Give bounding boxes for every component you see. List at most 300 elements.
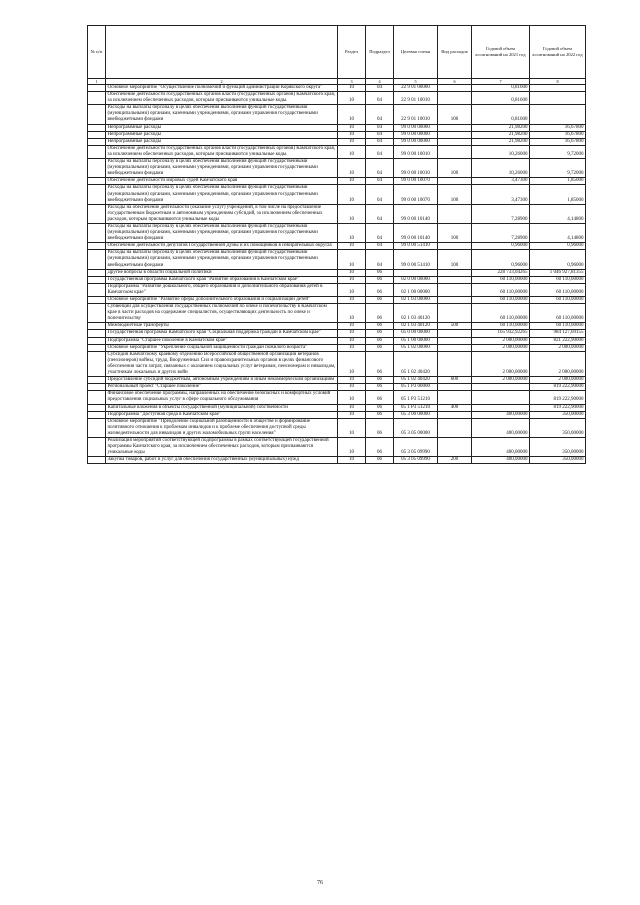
row-expense-type <box>438 131 472 138</box>
row-podrazdel: 04 <box>366 178 394 185</box>
row-description: Расходы на выплаты персоналу в целях обеспечения выполнения функций государственными (муниципальными) органами, казенными учреждениями, органами управления государственными внебюджетными фондами <box>106 250 338 269</box>
row-expense-type <box>438 351 472 376</box>
row-razdel: 10 <box>338 323 366 330</box>
table-row <box>88 105 586 124</box>
row-expense-type <box>438 437 472 456</box>
table-row <box>88 411 586 418</box>
row-podrazdel: 06 <box>366 330 394 337</box>
header-target: Целевая статья <box>394 26 438 79</box>
row-expense-type <box>438 330 472 337</box>
table-row <box>88 269 586 276</box>
row-expense-type: 500 <box>438 323 472 330</box>
row-target-article: 99 0 00 00000 <box>394 124 438 131</box>
row-number <box>88 223 106 242</box>
row-podrazdel: 04 <box>366 92 394 105</box>
row-amount-2022: 819 222,90000 <box>530 384 586 391</box>
row-amount-2022: 2 000,00000 <box>530 351 586 376</box>
row-podrazdel: 04 <box>366 185 394 204</box>
row-amount-2021: 400,00000 <box>472 457 530 464</box>
row-amount-2021: 60 110,00000 <box>472 276 530 283</box>
row-number <box>88 276 106 283</box>
row-number <box>88 138 106 145</box>
row-number <box>88 178 106 185</box>
row-amount-2022: 60 110,00000 <box>530 297 586 304</box>
row-description: Капитальные вложения в объекты государственной (муниципальной) собственности <box>106 404 338 411</box>
row-amount-2022 <box>530 105 586 124</box>
row-amount-2022: 60 110,00000 <box>530 304 586 323</box>
row-razdel: 10 <box>338 276 366 283</box>
row-number <box>88 418 106 437</box>
row-target-article: 05 3 05 09990 <box>394 437 438 456</box>
row-amount-2022: 16,67800 <box>530 124 586 131</box>
row-razdel: 10 <box>338 351 366 376</box>
row-target-article: 02 1 00 00000 <box>394 283 438 296</box>
row-amount-2022: 16,67800 <box>530 138 586 145</box>
row-amount-2022: 16,67800 <box>530 131 586 138</box>
row-amount-2021: 0,81600 <box>472 85 530 92</box>
row-description: Обеспечение деятельности государственных органов власти (государственных органов) Камчатского края, за исключением обеспеченных расходов, которым присваиваются уникальные коды. <box>106 92 338 105</box>
row-target-article: 22 9 01 00000 <box>394 85 438 92</box>
row-razdel: 10 <box>338 124 366 131</box>
table-row <box>88 297 586 304</box>
row-podrazdel: 04 <box>366 243 394 250</box>
row-expense-type: 400 <box>438 404 472 411</box>
row-podrazdel: 04 <box>366 138 394 145</box>
table-row <box>88 344 586 351</box>
table-row <box>88 384 586 391</box>
row-amount-2021: 10,26000 <box>472 159 530 178</box>
row-podrazdel: 04 <box>366 145 394 158</box>
row-razdel: 10 <box>338 304 366 323</box>
header-razdel: Раздел <box>338 26 366 79</box>
row-amount-2021: 0,81600 <box>472 92 530 105</box>
table-row <box>88 124 586 131</box>
row-number <box>88 323 106 330</box>
table-row <box>88 330 586 337</box>
table-row <box>88 178 586 185</box>
row-expense-type <box>438 297 472 304</box>
row-description: Расходы на выплаты персоналу в целях обеспечения выполнения функций государственными (муниципальными) органами, казенными учреждениями, органами управления государственными внебюджетными фондами <box>106 105 338 124</box>
row-razdel: 10 <box>338 283 366 296</box>
row-number <box>88 243 106 250</box>
row-expense-type <box>438 384 472 391</box>
row-amount-2021 <box>472 391 530 404</box>
row-expense-type <box>438 411 472 418</box>
row-expense-type <box>438 269 472 276</box>
row-description: Основное мероприятие "Осуществление полномочий и функций администрации Корякского округа" <box>106 85 338 92</box>
row-target-article: 02 1 03 40120 <box>394 323 438 330</box>
row-number <box>88 159 106 178</box>
table-row <box>88 250 586 269</box>
table-row <box>88 145 586 158</box>
header-podrazdel: Подраздел <box>366 26 394 79</box>
row-amount-2022: 9,72000 <box>530 145 586 158</box>
row-razdel: 10 <box>338 269 366 276</box>
row-razdel: 10 <box>338 92 366 105</box>
row-podrazdel: 06 <box>366 337 394 344</box>
row-podrazdel: 06 <box>366 457 394 464</box>
table-body <box>88 85 586 464</box>
row-amount-2021: 228 733,04265 <box>472 269 530 276</box>
table-row <box>88 418 586 437</box>
row-target-article: 22 9 01 10010 <box>394 92 438 105</box>
row-podrazdel: 06 <box>366 351 394 376</box>
row-amount-2022: 4,14800 <box>530 223 586 242</box>
column-number: 2 <box>106 79 338 85</box>
table-row <box>88 185 586 204</box>
row-podrazdel: 04 <box>366 105 394 124</box>
row-target-article: 05 3 05 09990 <box>394 457 438 464</box>
row-number <box>88 145 106 158</box>
table-row <box>88 85 586 92</box>
row-podrazdel: 06 <box>366 391 394 404</box>
row-podrazdel: 06 <box>366 411 394 418</box>
row-razdel: 10 <box>338 391 366 404</box>
row-amount-2022: 2 000,00000 <box>530 377 586 384</box>
row-podrazdel: 06 <box>366 283 394 296</box>
row-amount-2021: 0,81600 <box>472 105 530 124</box>
row-target-article: 05 1 02 40420 <box>394 351 438 376</box>
table-row <box>88 283 586 296</box>
row-amount-2021: 7,28900 <box>472 223 530 242</box>
row-amount-2022: 1,85000 <box>530 178 586 185</box>
row-expense-type <box>438 85 472 92</box>
row-podrazdel: 06 <box>366 384 394 391</box>
row-target-article: 99 0 00 51410 <box>394 243 438 250</box>
row-razdel: 10 <box>338 344 366 351</box>
row-expense-type <box>438 337 472 344</box>
table-row <box>88 223 586 242</box>
row-expense-type <box>438 276 472 283</box>
row-razdel: 10 <box>338 250 366 269</box>
row-razdel: 10 <box>338 138 366 145</box>
row-amount-2021 <box>472 384 530 391</box>
column-number: 7 <box>472 79 530 85</box>
row-expense-type: 100 <box>438 105 472 124</box>
row-description: Расходы на выплаты персоналу в целях обеспечения выполнения функций государственными (муниципальными) органами, казенными учреждениями, органами управления государственными внебюджетными фондами <box>106 223 338 242</box>
row-razdel: 10 <box>338 159 366 178</box>
table-row <box>88 304 586 323</box>
row-amount-2021: 400,00000 <box>472 418 530 437</box>
row-number <box>88 330 106 337</box>
row-description: Расходы на выплаты персоналу в целях обеспечения выполнения функций государственными (муниципальными) органами, казенными учреждениями, органами управления государственными внебюджетными фондами <box>106 185 338 204</box>
row-expense-type: 100 <box>438 250 472 269</box>
row-amount-2021: 2 000,00000 <box>472 351 530 376</box>
row-number <box>88 269 106 276</box>
table-row <box>88 92 586 105</box>
row-target-article: 99 0 00 00000 <box>394 138 438 145</box>
row-podrazdel: 04 <box>366 204 394 223</box>
row-podrazdel: 06 <box>366 418 394 437</box>
row-amount-2021: 7,28900 <box>472 204 530 223</box>
row-target-article: 99 0 00 10010 <box>394 145 438 158</box>
row-expense-type <box>438 124 472 131</box>
row-description: Обеспечение деятельности депутатов Государственной Думы и их помощников в избирательных округах <box>106 243 338 250</box>
table-row <box>88 457 586 464</box>
row-description: Непрограммные расходы <box>106 131 338 138</box>
row-target-article: 05 1 02 00000 <box>394 344 438 351</box>
row-razdel: 10 <box>338 384 366 391</box>
row-number <box>88 404 106 411</box>
row-podrazdel: 04 <box>366 85 394 92</box>
column-number: 8 <box>530 79 586 85</box>
row-description: Непрограммные расходы <box>106 124 338 131</box>
row-amount-2022: 0,96000 <box>530 250 586 269</box>
row-amount-2022: 350,00000 <box>530 457 586 464</box>
row-razdel: 10 <box>338 131 366 138</box>
row-expense-type <box>438 283 472 296</box>
header-2022: Годовой объем ассигнований на 2022 год <box>530 26 586 79</box>
row-number <box>88 337 106 344</box>
row-target-article: 99 0 00 51410 <box>394 250 438 269</box>
row-description: Расходы на обеспечение деятельности (оказание услуг) учреждений, в том числе на предоставление государственным бюджетным и автономным учреждениям субсидий, за исключением обеспеченных расходов, которым присваиваются уникальные коды <box>106 204 338 223</box>
row-number <box>88 92 106 105</box>
row-amount-2021: 400,00000 <box>472 437 530 456</box>
row-amount-2022: 984 127,69155 <box>530 330 586 337</box>
row-podrazdel: 06 <box>366 297 394 304</box>
row-amount-2021: 400,00000 <box>472 411 530 418</box>
row-expense-type: 100 <box>438 159 472 178</box>
row-podrazdel: 06 <box>366 304 394 323</box>
table-row <box>88 159 586 178</box>
row-expense-type <box>438 92 472 105</box>
row-target-article: 02 0 00 00000 <box>394 276 438 283</box>
row-number <box>88 204 106 223</box>
row-expense-type: 100 <box>438 223 472 242</box>
column-number: 4 <box>366 79 394 85</box>
row-description: Расходы на выплаты персоналу в целях обеспечения выполнения функций государственными (муниципальными) органами, казенными учреждениями, органами управления государственными внебюджетными фондами <box>106 159 338 178</box>
row-amount-2021: 3,47300 <box>472 185 530 204</box>
row-number <box>88 297 106 304</box>
row-expense-type <box>438 138 472 145</box>
header-description <box>106 26 338 79</box>
row-amount-2022: 60 110,00000 <box>530 323 586 330</box>
table-row <box>88 377 586 384</box>
row-podrazdel: 06 <box>366 344 394 351</box>
table-row <box>88 391 586 404</box>
table-row <box>88 404 586 411</box>
row-number <box>88 437 106 456</box>
row-description: Подпрограмма "Старшее поколение в Камчатском крае" <box>106 337 338 344</box>
table-row <box>88 243 586 250</box>
table-row <box>88 437 586 456</box>
row-razdel: 10 <box>338 223 366 242</box>
row-target-article: 05 3 00 00000 <box>394 411 438 418</box>
row-description: Реализация мероприятий соответствующей подпрограммы в рамках соответствующей государственной программы Камчатского края, за исключением обеспеченных расходов, которым присваиваются уникальные коды <box>106 437 338 456</box>
row-target-article: 02 1 03 00000 <box>394 297 438 304</box>
row-description: Основное мероприятие "Преодоление социальной разобщенности в обществе и формирование позитивного отношения к проблемам инвалидов и к проблеме обеспечения доступной среды жизнедеятельности для инвалидов и других маломобильных групп населения" <box>106 418 338 437</box>
row-podrazdel: 06 <box>366 323 394 330</box>
row-description: Финансовое обеспечение программы, направленных на обеспечение безопасных и комфортных условий предоставления социальных услуг в сфере социального обслуживания <box>106 391 338 404</box>
row-amount-2021: 0,96000 <box>472 250 530 269</box>
row-amount-2021: 3,47300 <box>472 178 530 185</box>
column-number: 3 <box>338 79 366 85</box>
row-description: Предоставление субсидий бюджетным, автономным учреждениям и иным некоммерческим организациям <box>106 377 338 384</box>
row-amount-2022 <box>530 85 586 92</box>
row-target-article: 22 9 01 10010 <box>394 105 438 124</box>
row-razdel: 10 <box>338 437 366 456</box>
row-target-article: 02 1 03 40120 <box>394 304 438 323</box>
row-amount-2022: 2 000,00000 <box>530 344 586 351</box>
row-amount-2021: 21,98200 <box>472 124 530 131</box>
row-amount-2021: 60 110,00000 <box>472 304 530 323</box>
row-razdel: 10 <box>338 330 366 337</box>
row-podrazdel: 06 <box>366 404 394 411</box>
row-number <box>88 185 106 204</box>
row-amount-2022: 819 222,90000 <box>530 391 586 404</box>
row-amount-2021: 165 932,92265 <box>472 330 530 337</box>
table-row <box>88 138 586 145</box>
row-target-article: 05 3 05 00000 <box>394 418 438 437</box>
column-number: 5 <box>394 79 438 85</box>
row-target-article: 05 1 P3 00000 <box>394 384 438 391</box>
page-number: 76 <box>317 880 323 886</box>
header-expense-type: Вид расходов <box>438 26 472 79</box>
row-podrazdel: 04 <box>366 223 394 242</box>
budget-table <box>87 25 586 464</box>
row-razdel: 10 <box>338 337 366 344</box>
row-description: Основное мероприятие "Развитие сферы дополнительного образования и социализации детей" <box>106 297 338 304</box>
row-amount-2021: 2 000,00000 <box>472 377 530 384</box>
row-number <box>88 351 106 376</box>
row-description: Субсидия Камчатскому краевому отделению Всероссийской общественной организации ветеранов (пенсионеров) войны, труда, Вооруженных Сил и правоохранительных органов в целях финансового обеспечения части затрат, связанных с оказанием социальных услуг ветеранам, пенсионерам и инвалидам, участникам локальных и других войн <box>106 351 338 376</box>
row-amount-2021: 60 110,00000 <box>472 323 530 330</box>
row-target-article: 05 0 00 00000 <box>394 330 438 337</box>
row-target-article: 99 0 00 10070 <box>394 178 438 185</box>
row-expense-type <box>438 304 472 323</box>
row-number <box>88 384 106 391</box>
row-amount-2022: 819 222,90000 <box>530 404 586 411</box>
row-description: Подпрограмма "Развитие дошкольного, общего образования и дополнительного образования детей в Камчатском крае" <box>106 283 338 296</box>
row-expense-type: 200 <box>438 457 472 464</box>
row-expense-type <box>438 418 472 437</box>
row-description: Закупка товаров, работ и услуг для обеспечения государственных (муниципальных) нужд <box>106 457 338 464</box>
row-expense-type <box>438 344 472 351</box>
row-description: Другие вопросы в области социальной политики <box>106 269 338 276</box>
table-row <box>88 276 586 283</box>
row-target-article <box>394 269 438 276</box>
row-target-article: 99 0 00 00000 <box>394 131 438 138</box>
row-number <box>88 377 106 384</box>
row-description: Непрограммные расходы <box>106 138 338 145</box>
table-row <box>88 351 586 376</box>
row-razdel: 10 <box>338 145 366 158</box>
row-amount-2021: 0,96000 <box>472 243 530 250</box>
row-number <box>88 85 106 92</box>
table-row <box>88 337 586 344</box>
row-razdel: 10 <box>338 185 366 204</box>
row-expense-type <box>438 204 472 223</box>
row-amount-2022 <box>530 92 586 105</box>
row-target-article: 05 1 02 40420 <box>394 377 438 384</box>
row-amount-2022: 821 222,90000 <box>530 337 586 344</box>
row-description: Межбюджетные трансферты <box>106 323 338 330</box>
header-row <box>88 26 586 79</box>
column-number: 1 <box>88 79 106 85</box>
row-razdel: 10 <box>338 418 366 437</box>
row-amount-2022: 60 110,00000 <box>530 283 586 296</box>
row-amount-2022: 350,00000 <box>530 411 586 418</box>
row-podrazdel: 04 <box>366 131 394 138</box>
row-expense-type <box>438 391 472 404</box>
row-razdel: 10 <box>338 85 366 92</box>
row-amount-2021: 21,98200 <box>472 131 530 138</box>
row-amount-2021: 10,26000 <box>472 145 530 158</box>
row-number <box>88 283 106 296</box>
row-amount-2021: 21,98200 <box>472 138 530 145</box>
row-target-article: 05 1 P3 51210 <box>394 391 438 404</box>
row-number <box>88 344 106 351</box>
row-amount-2021: 2 000,00000 <box>472 337 530 344</box>
row-podrazdel: 04 <box>366 250 394 269</box>
row-podrazdel: 06 <box>366 269 394 276</box>
row-expense-type <box>438 145 472 158</box>
row-razdel: 10 <box>338 204 366 223</box>
row-podrazdel: 04 <box>366 124 394 131</box>
row-podrazdel: 06 <box>366 377 394 384</box>
row-number <box>88 411 106 418</box>
row-number <box>88 304 106 323</box>
row-description: Обеспечение деятельности государственных органов власти (государственных органов) Камчатского края, за исключением обеспеченных расходов, которым присваиваются уникальные коды. <box>106 145 338 158</box>
row-expense-type: 100 <box>438 185 472 204</box>
row-description: Государственная программа Камчатского края "Развитие образования в Камчатском крае" <box>106 276 338 283</box>
row-description: Обеспечение деятельности мировых судей Камчатского края <box>106 178 338 185</box>
row-amount-2022: 1,85000 <box>530 185 586 204</box>
row-razdel: 10 <box>338 105 366 124</box>
row-amount-2022: 1 046 927,81355 <box>530 269 586 276</box>
row-target-article: 99 0 00 10140 <box>394 223 438 242</box>
row-number <box>88 391 106 404</box>
row-amount-2022: 350,00000 <box>530 437 586 456</box>
row-description: Региональный проект "Старшее поколение" <box>106 384 338 391</box>
row-number <box>88 131 106 138</box>
row-number <box>88 457 106 464</box>
row-amount-2021: 60 110,00000 <box>472 297 530 304</box>
row-razdel: 10 <box>338 243 366 250</box>
row-amount-2022: 350,00000 <box>530 418 586 437</box>
table-row <box>88 131 586 138</box>
row-target-article: 99 0 00 10070 <box>394 185 438 204</box>
row-razdel: 10 <box>338 178 366 185</box>
row-description: Подпрограмма "Доступная среда в Камчатском крае" <box>106 411 338 418</box>
column-number: 6 <box>438 79 472 85</box>
row-number <box>88 124 106 131</box>
row-expense-type <box>438 178 472 185</box>
row-number <box>88 250 106 269</box>
row-amount-2022: 4,14800 <box>530 204 586 223</box>
row-amount-2022: 9,72000 <box>530 159 586 178</box>
row-amount-2022: 0,96000 <box>530 243 586 250</box>
row-amount-2022: 60 110,00000 <box>530 276 586 283</box>
row-expense-type: 600 <box>438 377 472 384</box>
row-amount-2021 <box>472 404 530 411</box>
row-target-article: 99 0 00 10010 <box>394 159 438 178</box>
row-razdel: 10 <box>338 404 366 411</box>
row-target-article: 05 1 00 00000 <box>394 337 438 344</box>
row-podrazdel: 04 <box>366 159 394 178</box>
row-razdel: 10 <box>338 377 366 384</box>
row-target-article: 05 1 P3 51210 <box>394 404 438 411</box>
row-razdel: 10 <box>338 297 366 304</box>
row-description: Государственная программа Камчатского края "Социальная поддержка граждан в Камчатском крае" <box>106 330 338 337</box>
row-target-article: 99 0 00 10140 <box>394 204 438 223</box>
header-num: № п/п <box>88 26 106 79</box>
row-description: Субвенции для осуществления государственных полномочий по опеке и попечительству в Камчатском крае в части расходов на содержание специалистов, осуществляющих деятельность по опеке и попечительству <box>106 304 338 323</box>
row-razdel: 10 <box>338 457 366 464</box>
row-amount-2021: 2 000,00000 <box>472 344 530 351</box>
row-expense-type <box>438 243 472 250</box>
table-row <box>88 323 586 330</box>
